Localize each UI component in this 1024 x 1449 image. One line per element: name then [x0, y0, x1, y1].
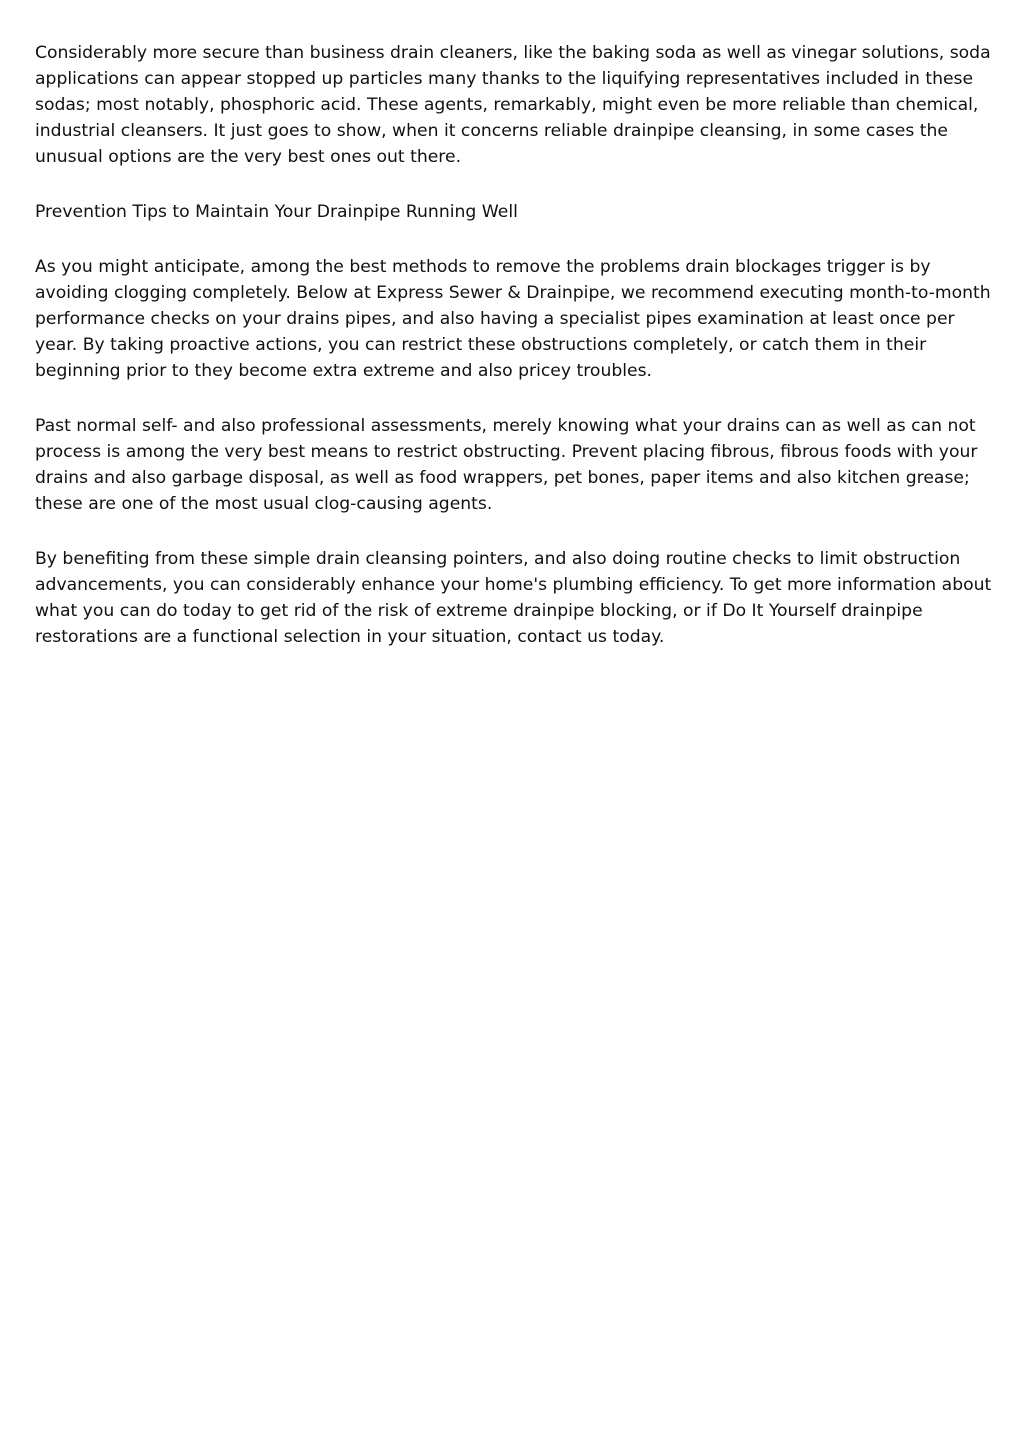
section-heading-prevention-tips: Prevention Tips to Maintain Your Drainpipe Running Well: [35, 202, 518, 222]
paragraph-soda-cleaners: Considerably more secure than business drain cleaners, like the baking soda as well as vinegar solutions, soda applications can appear stopped up particles many thanks to the liquifying representatives included in these sodas; most notably, phosphoric acid. These agents, remarkably, might even be more reliable than chemical, industrial cleansers. It just goes to show, when it concerns reliable drainpipe cleansing, in some cases the unusual options are the very best ones out there.: [35, 43, 991, 167]
paragraph-contact-us: By benefiting from these simple drain cleansing pointers, and also doing routine checks to limit obstruction advancements, you can considerably enhance your home's plumbing efficiency. To get more information about what you can do today to get rid of the risk of extreme drainpipe blocking, or if Do It Yourself drainpipe restorations are a functional selection in your situation, contact us today.: [35, 549, 992, 647]
paragraph-drain-knowledge: Past normal self- and also professional assessments, merely knowing what your drains can as well as can not process is among the very best means to restrict obstructing. Prevent placing fibrous, fibrous foods with your drains and also garbage disposal, as well as food wrappers, pet bones, paper items and also kitchen grease; these are one of the most usual clog-causing agents.: [35, 416, 978, 514]
paragraph-avoid-clogging: As you might anticipate, among the best methods to remove the problems drain blockages trigger is by avoiding clogging completely. Below at Express Sewer & Drainpipe, we recommend executing month-to-month performance checks on your drains pipes, and also having a specialist pipes examination at least once per year. By taking proactive actions, you can restrict these obstructions completely, or catch them in their beginning prior to they become extra extreme and also pricey troubles.: [35, 257, 991, 381]
document-body: [35, 40, 995, 679]
